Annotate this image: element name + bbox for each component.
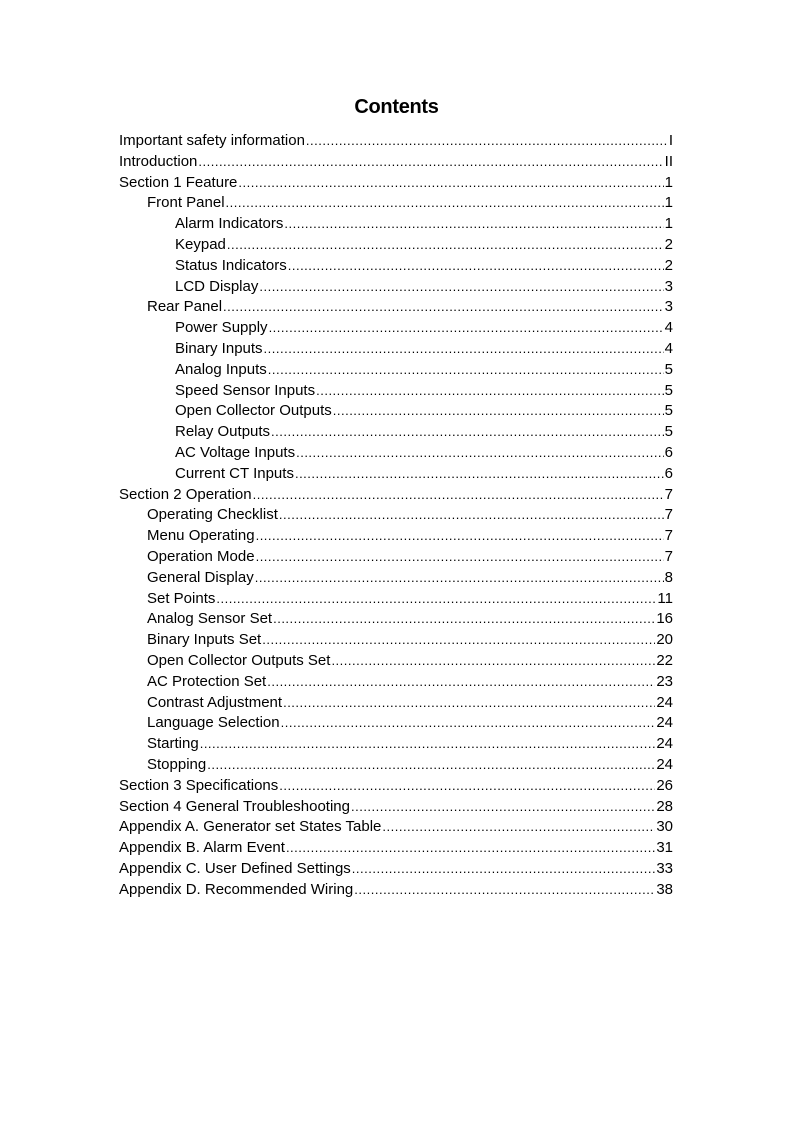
toc-entry-page-number: 8	[664, 568, 673, 586]
toc-entry-label: Set Points	[147, 589, 216, 607]
toc-entry-label: Section 2 Operation	[119, 485, 252, 503]
toc-entry-page-number: 5	[664, 360, 673, 378]
dot-leader	[226, 193, 664, 214]
toc-entry-page-number: 33	[656, 859, 673, 877]
toc-entry-label: Analog Sensor Set	[147, 610, 273, 628]
dot-leader	[267, 672, 655, 693]
toc-entry-page-number: 5	[664, 423, 673, 441]
toc-entry-page-number: 7	[664, 506, 673, 524]
toc-entry-page-number: 1	[664, 194, 673, 212]
toc-entry[interactable]	[119, 173, 673, 194]
toc-entry-label: Keypad	[175, 235, 226, 253]
toc-entry[interactable]	[119, 339, 673, 360]
dot-leader	[279, 505, 664, 526]
toc-entry-label: Open Collector Outputs Set	[147, 651, 331, 669]
dot-leader	[238, 173, 663, 194]
toc-entry[interactable]	[119, 797, 673, 818]
toc-entry-label: Starting	[147, 735, 199, 753]
toc-entry[interactable]	[119, 277, 673, 298]
toc-entry-page-number: 2	[664, 256, 673, 274]
toc-entry-page-number: 24	[656, 693, 673, 711]
dot-leader	[256, 547, 664, 568]
toc-entry[interactable]	[119, 485, 673, 506]
toc-entry-label: Binary Inputs	[175, 339, 263, 357]
dot-leader	[382, 817, 655, 838]
dot-leader	[223, 297, 664, 318]
toc-entry-label: Appendix B. Alarm Event	[119, 839, 285, 857]
dot-leader	[268, 360, 664, 381]
toc-entry[interactable]	[119, 256, 673, 277]
toc-entry-page-number: 2	[664, 235, 673, 253]
toc-entry-page-number: I	[668, 132, 673, 149]
toc-entry[interactable]	[119, 609, 673, 630]
toc-entry-label: Power Supply	[175, 319, 268, 337]
toc-entry-page-number: 3	[664, 277, 673, 295]
toc-entry-label: Menu Operating	[147, 527, 255, 545]
dot-leader	[354, 880, 655, 901]
dot-leader	[296, 443, 664, 464]
toc-entry[interactable]	[119, 568, 673, 589]
dot-leader	[253, 485, 664, 506]
toc-entry-page-number: 23	[656, 672, 673, 690]
toc-entry[interactable]	[119, 776, 673, 797]
toc-entry-page-number: 5	[664, 402, 673, 420]
toc-entry-page-number: 20	[656, 631, 673, 649]
dot-leader	[273, 609, 655, 630]
toc-entry[interactable]	[119, 214, 673, 235]
dot-leader	[259, 277, 663, 298]
dot-leader	[256, 526, 664, 547]
toc-entry[interactable]	[119, 360, 673, 381]
toc-entry-page-number: 4	[664, 319, 673, 337]
dot-leader	[286, 838, 655, 859]
toc-entry-page-number: 11	[657, 589, 673, 607]
dot-leader	[288, 256, 664, 277]
dot-leader	[295, 464, 664, 485]
toc-entry[interactable]	[119, 193, 673, 214]
toc-entry-label: Speed Sensor Inputs	[175, 381, 316, 399]
toc-entry[interactable]	[119, 422, 673, 443]
toc-entry-page-number: 31	[656, 839, 673, 857]
toc-entry-page-number: 30	[656, 818, 673, 836]
toc-entry-page-number: 24	[656, 735, 673, 753]
toc-entry[interactable]	[119, 859, 673, 880]
toc-entry-label: AC Protection Set	[147, 672, 267, 690]
toc-entry-page-number: II	[664, 152, 673, 170]
toc-entry-label: Binary Inputs Set	[147, 631, 262, 649]
toc-entry-page-number: 7	[664, 485, 673, 503]
toc-entry-page-number: 4	[664, 339, 673, 357]
dot-leader	[284, 214, 663, 235]
toc-entry-label: Analog Inputs	[175, 360, 267, 378]
toc-entry[interactable]	[119, 131, 673, 152]
dot-leader	[227, 235, 664, 256]
toc-entry-label: Current CT Inputs	[175, 464, 294, 482]
toc-entry-label: Important safety information	[119, 132, 305, 149]
dot-leader	[262, 630, 655, 651]
toc-entry-page-number: 38	[656, 880, 673, 898]
toc-entry-page-number: 5	[664, 381, 673, 399]
toc-entry[interactable]	[119, 318, 673, 339]
toc-entry-page-number: 6	[664, 443, 673, 461]
dot-leader	[306, 131, 668, 152]
toc-entry-label: Rear Panel	[147, 298, 223, 316]
toc-entry[interactable]	[119, 880, 673, 901]
toc-entry[interactable]	[119, 734, 673, 755]
toc-entry-label: Alarm Indicators	[175, 215, 284, 233]
toc-entry[interactable]	[119, 526, 673, 547]
toc-entry[interactable]	[119, 589, 673, 610]
toc-entry-label: Open Collector Outputs	[175, 402, 332, 420]
toc-entry-label: Status Indicators	[175, 256, 287, 274]
toc-entry-page-number: 3	[664, 298, 673, 316]
toc-entry-page-number: 7	[664, 527, 673, 545]
toc-entry-label: Appendix D. Recommended Wiring	[119, 880, 354, 898]
toc-entry[interactable]	[119, 838, 673, 859]
dot-leader	[216, 589, 656, 610]
dot-leader	[255, 568, 664, 589]
toc-entry[interactable]	[119, 505, 673, 526]
dot-leader	[198, 152, 663, 173]
toc-entry[interactable]	[119, 464, 673, 485]
toc-entry-page-number: 22	[656, 651, 673, 669]
dot-leader	[279, 776, 655, 797]
toc-entry-label: Appendix A. Generator set States Table	[119, 818, 382, 836]
dot-leader	[283, 693, 655, 714]
toc-entry-label: Section 4 General Troubleshooting	[119, 797, 350, 815]
toc-entry-label: Introduction	[119, 152, 198, 170]
toc-entry[interactable]	[119, 713, 673, 734]
toc-entry[interactable]	[119, 401, 673, 422]
dot-leader	[331, 651, 655, 672]
toc-entry[interactable]	[119, 693, 673, 714]
toc-entry[interactable]	[119, 817, 673, 838]
toc-entry[interactable]	[119, 547, 673, 568]
toc-entry-label: Stopping	[147, 755, 207, 773]
toc-entry-label: Section 3 Specifications	[119, 776, 279, 794]
toc-entry-page-number: 16	[656, 610, 673, 628]
dot-leader	[351, 797, 655, 818]
toc-entry-page-number: 1	[664, 173, 673, 191]
toc-entry-page-number: 7	[664, 547, 673, 565]
toc-entry[interactable]	[119, 443, 673, 464]
toc-entry-label: Language Selection	[147, 714, 280, 732]
toc-entry-page-number: 24	[656, 755, 673, 773]
toc-entry-page-number: 1	[664, 215, 673, 233]
dot-leader	[264, 339, 664, 360]
table-of-contents	[119, 131, 673, 900]
toc-entry-page-number: 24	[656, 714, 673, 732]
dot-leader	[269, 318, 664, 339]
toc-entry-label: LCD Display	[175, 277, 259, 295]
toc-entry[interactable]	[119, 672, 673, 693]
toc-entry[interactable]	[119, 630, 673, 651]
toc-entry[interactable]	[119, 297, 673, 318]
dot-leader	[316, 381, 664, 402]
toc-entry[interactable]	[119, 381, 673, 402]
toc-entry-page-number: 26	[656, 776, 673, 794]
dot-leader	[281, 713, 656, 734]
toc-entry[interactable]	[119, 755, 673, 776]
dot-leader	[271, 422, 664, 443]
toc-entry-label: Relay Outputs	[175, 423, 271, 441]
dot-leader	[333, 401, 664, 422]
page-title: Contents	[354, 96, 439, 118]
toc-entry-label: Operating Checklist	[147, 506, 278, 524]
toc-entry-label: Appendix C. User Defined Settings	[119, 859, 351, 877]
toc-entry[interactable]	[119, 152, 673, 173]
toc-entry-label: Contrast Adjustment	[147, 693, 283, 711]
toc-entry[interactable]	[119, 651, 673, 672]
dot-leader	[352, 859, 656, 880]
toc-entry-label: Section 1 Feature	[119, 173, 238, 191]
dot-leader	[200, 734, 656, 755]
toc-entry-label: General Display	[147, 568, 254, 586]
toc-entry-label: AC Voltage Inputs	[175, 443, 296, 461]
toc-entry-page-number: 28	[656, 797, 673, 815]
toc-entry-page-number: 6	[664, 464, 673, 482]
toc-entry-label: Operation Mode	[147, 547, 255, 565]
dot-leader	[207, 755, 655, 776]
toc-entry[interactable]	[119, 235, 673, 256]
toc-entry-label: Front Panel	[147, 194, 225, 212]
